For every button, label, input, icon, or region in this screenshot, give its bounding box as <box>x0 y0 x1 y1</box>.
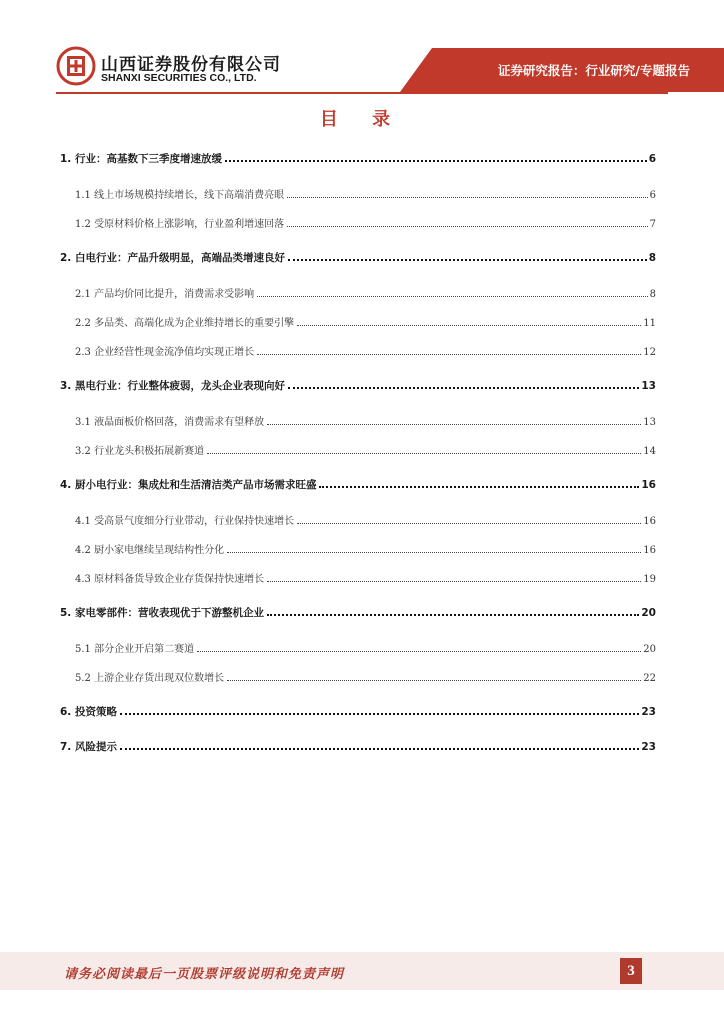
toc-subsection-entry[interactable] <box>75 570 656 588</box>
toc-entry-label: 4.3 原材料备货导致企业存货保持快速增长 <box>75 574 265 585</box>
toc-section-entry[interactable] <box>60 477 656 495</box>
toc-leader-dots <box>120 748 639 750</box>
toc-entry-label: 3.1 液晶面板价格回落，消费需求有望释放 <box>75 417 265 428</box>
toc-entry-page: 19 <box>643 574 656 585</box>
toc-subsection-entry[interactable] <box>75 541 656 559</box>
toc-entry-label: 2. 白电行业：产品升级明显，高端品类增速良好 <box>60 252 285 264</box>
toc-entry-page: 8 <box>649 289 656 300</box>
toc-leader-dots <box>287 226 648 227</box>
toc-entry-page: 23 <box>641 741 656 753</box>
toc-entry-page: 13 <box>641 380 656 392</box>
page-number: 3 <box>620 958 642 984</box>
toc-leader-dots <box>257 296 648 297</box>
toc-entry-label: 5.1 部分企业开启第二赛道 <box>75 644 195 655</box>
toc-leader-dots <box>297 523 641 524</box>
toc-entry-label: 4.2 厨小家电继续呈现结构性分化 <box>75 545 225 556</box>
toc-entry-label: 1.1 线上市场规模持续增长，线下高端消费亮眼 <box>75 190 285 201</box>
report-type-label: 证券研究报告：行业研究/专题报告 <box>497 63 690 78</box>
toc-leader-dots <box>288 259 647 261</box>
toc-entry-page: 16 <box>643 516 656 527</box>
toc-entry-page: 13 <box>643 417 656 428</box>
toc-entry-page: 20 <box>641 607 656 619</box>
toc-section-entry[interactable] <box>60 739 656 757</box>
toc-entry-page: 20 <box>643 644 656 655</box>
toc-entry-label: 2.1 产品均价同比提升，消费需求受影响 <box>75 289 255 300</box>
toc-section-entry[interactable] <box>60 250 656 268</box>
toc-entry-label: 2.2 多品类、高端化成为企业维持增长的重要引擎 <box>75 318 295 329</box>
toc-entry-page: 16 <box>641 479 656 491</box>
toc-section-entry[interactable] <box>60 704 656 722</box>
toc-entry-label: 7. 风险提示 <box>60 741 117 753</box>
toc-subsection-entry[interactable] <box>75 669 656 687</box>
toc-leader-dots <box>197 651 641 652</box>
toc-section-entry[interactable] <box>60 605 656 623</box>
toc-leader-dots <box>287 197 648 198</box>
toc-subsection-entry[interactable] <box>75 512 656 530</box>
toc-entry-label: 5. 家电零部件：营收表现优于下游整机企业 <box>60 607 264 619</box>
toc-section-entry[interactable] <box>60 378 656 396</box>
toc-entry-label: 1. 行业：高基数下三季度增速放缓 <box>60 153 222 165</box>
toc-subsection-entry[interactable] <box>75 215 656 233</box>
toc-subsection-entry[interactable] <box>75 343 656 361</box>
toc-subsection-entry[interactable] <box>75 186 656 204</box>
toc-entry-label: 4. 厨小电行业：集成灶和生活清洁类产品市场需求旺盛 <box>60 479 317 491</box>
toc-leader-dots <box>288 387 639 389</box>
toc-entry-page: 8 <box>648 252 656 264</box>
toc-subsection-entry[interactable] <box>75 640 656 658</box>
toc-entry-page: 23 <box>641 706 656 718</box>
toc-leader-dots <box>297 325 641 326</box>
toc-entry-label: 1.2 受原材料价格上涨影响，行业盈利增速回落 <box>75 219 285 230</box>
toc-leader-dots <box>227 680 641 681</box>
toc-entry-label: 5.2 上游企业存货出现双位数增长 <box>75 673 225 684</box>
toc-subsection-entry[interactable] <box>75 442 656 460</box>
toc-leader-dots <box>267 424 641 425</box>
footer-disclaimer: 请务必阅读最后一页股票评级说明和免责声明 <box>64 967 345 982</box>
toc-subsection-entry[interactable] <box>75 285 656 303</box>
toc-leader-dots <box>319 486 639 488</box>
toc-entry-page: 16 <box>643 545 656 556</box>
toc-entry-page: 7 <box>649 219 656 230</box>
toc-entry-page: 11 <box>643 318 656 329</box>
toc-entry-page: 22 <box>643 673 656 684</box>
toc-title: 目 录 <box>319 109 405 130</box>
toc-leader-dots <box>207 453 641 454</box>
toc-subsection-entry[interactable] <box>75 413 656 431</box>
company-name-en: SHANXI SECURITIES CO., LTD. <box>101 72 257 84</box>
company-name-cn: 山西证券股份有限公司 <box>101 55 281 75</box>
toc-entry-label: 3.2 行业龙头积极拓展新赛道 <box>75 446 205 457</box>
toc-leader-dots <box>227 552 641 553</box>
toc-leader-dots <box>257 354 641 355</box>
toc-entry-page: 12 <box>643 347 656 358</box>
toc-entry-page: 6 <box>648 153 656 165</box>
toc-entry-page: 14 <box>643 446 656 457</box>
toc-section-entry[interactable] <box>60 151 656 169</box>
toc-entry-label: 2.3 企业经营性现金流净值均实现正增长 <box>75 347 255 358</box>
toc-entry-label: 6. 投资策略 <box>60 706 117 718</box>
toc-leader-dots <box>120 713 639 715</box>
toc-entry-label: 4.1 受高景气度细分行业带动，行业保持快速增长 <box>75 516 295 527</box>
toc-leader-dots <box>225 160 647 162</box>
toc-leader-dots <box>267 581 641 582</box>
toc-entry-page: 6 <box>649 190 656 201</box>
toc-entry-label: 3. 黑电行业：行业整体疲弱，龙头企业表现向好 <box>60 380 285 392</box>
toc-leader-dots <box>267 614 639 616</box>
toc-subsection-entry[interactable] <box>75 314 656 332</box>
